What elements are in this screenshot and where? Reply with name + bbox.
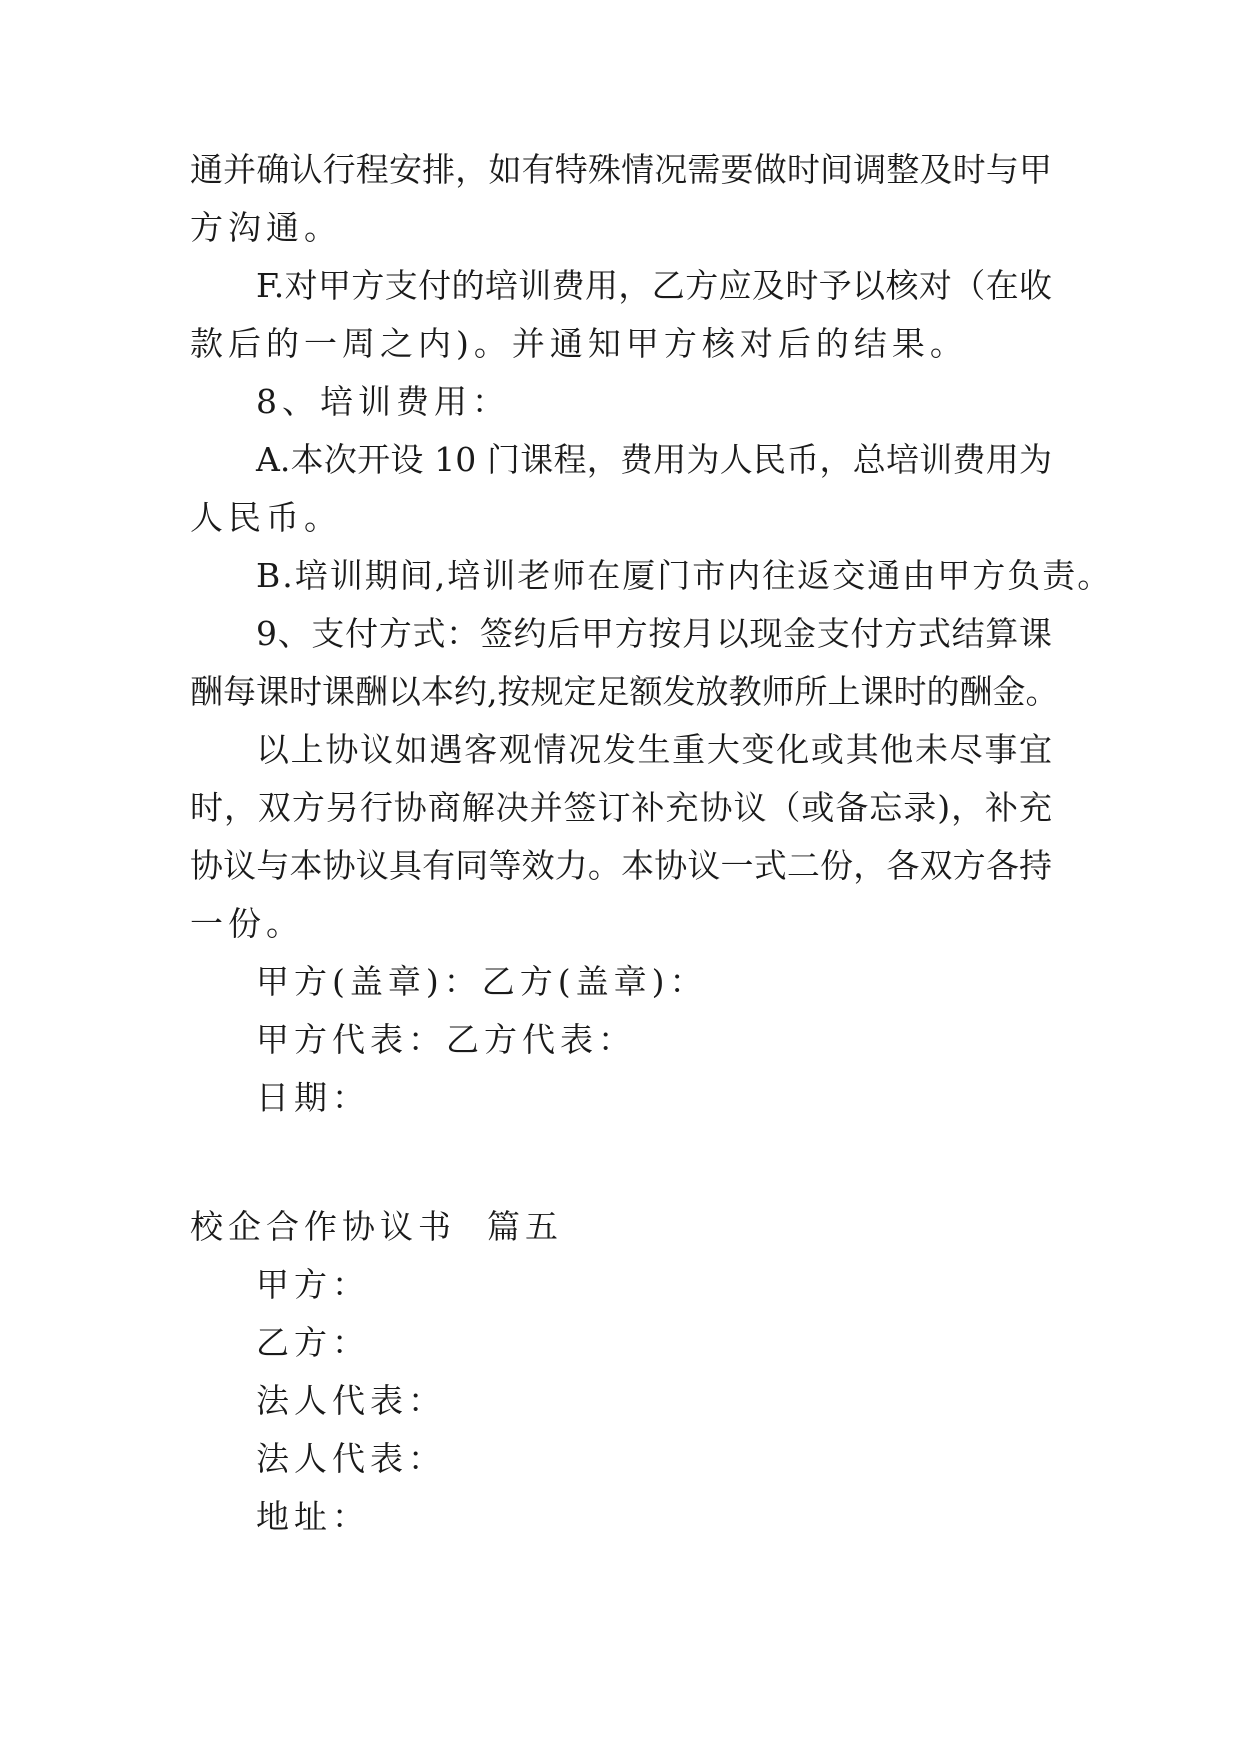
section-title: 校企合作协议书 篇五 xyxy=(190,1207,563,1246)
paragraph-line: 一份。 xyxy=(190,904,304,943)
clause-heading: 8、培训费用： xyxy=(256,382,510,421)
paragraph-line: 酬每课时课酬以本约,按规定足额发放教师所上课时的酬金。 xyxy=(190,672,1059,711)
paragraph-line: 9、支付方式：签约后甲方按月以现金支付方式结算课 xyxy=(256,614,1052,653)
signature-date-line: 日期： xyxy=(256,1078,370,1117)
paragraph-line: 以上协议如遇客观情况发生重大变化或其他未尽事宜 xyxy=(256,730,1052,769)
paragraph-line: A.本次开设 10 门课程，费用为人民币，总培训费用为 xyxy=(256,440,1052,479)
paragraph-line: 协议与本协议具有同等效力。本协议一式二份，各双方各持 xyxy=(190,846,1052,885)
legal-representative-field: 法人代表： xyxy=(256,1381,446,1420)
party-b-field: 乙方： xyxy=(256,1323,370,1362)
signature-seal-line: 甲方(盖章)：乙方(盖章)： xyxy=(256,962,708,1001)
paragraph-line: 方沟通。 xyxy=(190,208,342,247)
paragraph-line: 款后的一周之内)。并通知甲方核对后的结果。 xyxy=(190,324,968,363)
signature-representative-line: 甲方代表：乙方代表： xyxy=(256,1020,636,1059)
address-field: 地址： xyxy=(256,1497,370,1536)
paragraph-line: 人民币。 xyxy=(190,498,342,537)
paragraph-line: 时，双方另行协商解决并签订补充协议（或备忘录)，补充 xyxy=(190,788,1052,827)
party-a-field: 甲方： xyxy=(256,1265,370,1304)
paragraph-line: F.对甲方支付的培训费用，乙方应及时予以核对（在收 xyxy=(256,266,1052,305)
paragraph-line: B.培训期间,培训老师在厦门市内往返交通由甲方负责。 xyxy=(256,556,1113,595)
legal-representative-field: 法人代表： xyxy=(256,1439,446,1478)
paragraph-line: 通并确认行程安排，如有特殊情况需要做时间调整及时与甲 xyxy=(190,150,1052,189)
